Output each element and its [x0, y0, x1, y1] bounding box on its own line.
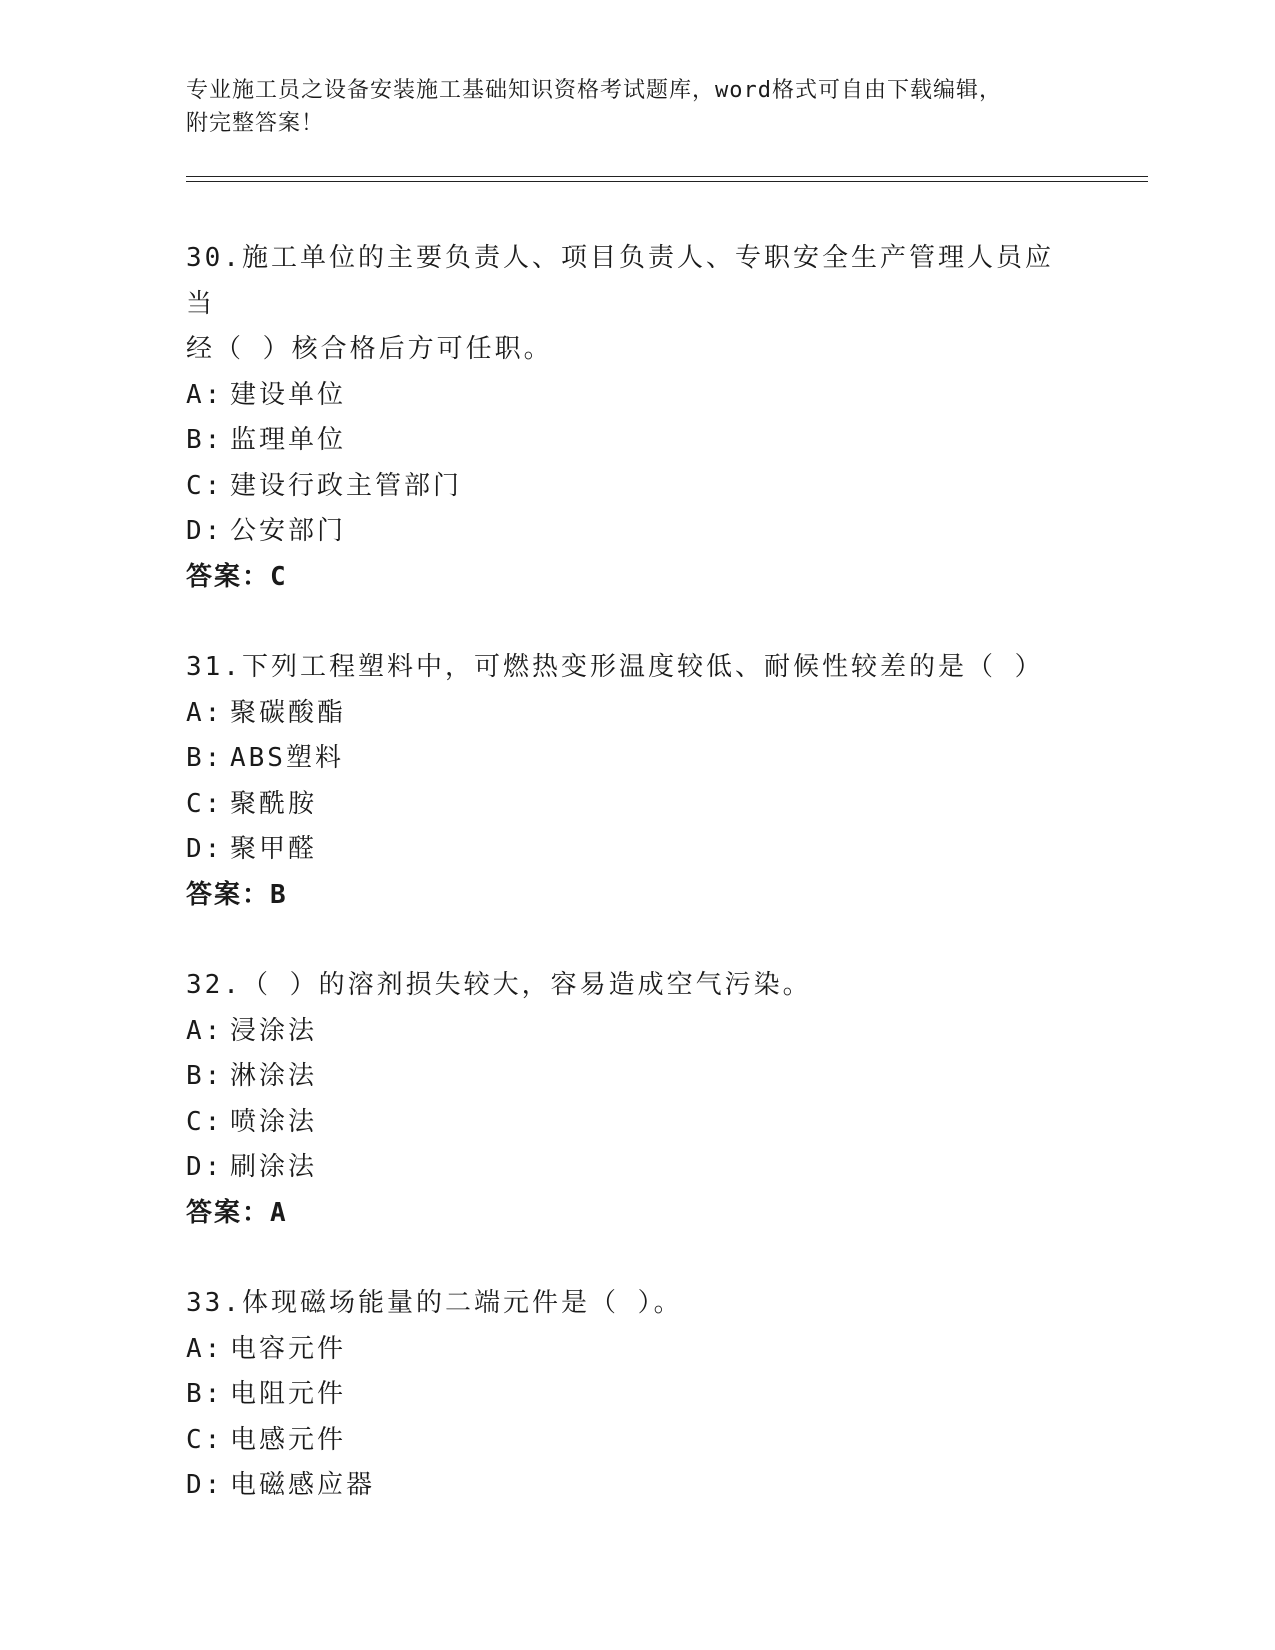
option-d — [186, 827, 1086, 873]
option-text: ABS塑料 — [230, 743, 344, 773]
option-a — [186, 1009, 1086, 1055]
option-text: 聚酰胺 — [230, 788, 318, 819]
question-stem: 33.体现磁场能量的二端元件是（ ）。 — [186, 1288, 683, 1318]
option-letter: D: — [186, 1152, 224, 1182]
option-letter: A: — [186, 1015, 224, 1046]
option-text: 淋涂法 — [230, 1061, 318, 1091]
option-text: 建设单位 — [230, 379, 347, 410]
option-letter: C: — [186, 1424, 224, 1455]
question-30 — [186, 236, 1086, 600]
answer-line: 答案：C — [186, 561, 288, 592]
option-letter: D: — [186, 834, 224, 864]
option-text: 电阻元件 — [230, 1379, 347, 1409]
option-a — [186, 373, 1086, 419]
question-32 — [186, 963, 1086, 1236]
option-letter: A: — [186, 1333, 224, 1364]
option-letter: C: — [186, 788, 224, 819]
option-letter: B: — [186, 1061, 224, 1091]
question-stem: 31.下列工程塑料中，可燃热变形温度较低、耐候性较差的是（ ） — [186, 652, 1044, 682]
option-text: 电感元件 — [230, 1424, 347, 1455]
header-divider-bottom — [186, 181, 1148, 182]
header-line-2: 附完整答案！ — [186, 111, 325, 136]
option-text: 刷涂法 — [230, 1152, 318, 1182]
document-header — [186, 74, 1086, 140]
option-d — [186, 1463, 1086, 1509]
option-c — [186, 464, 1086, 510]
question-stem: 30.施工单位的主要负责人、项目负责人、专职安全生产管理人员应当 — [186, 243, 1054, 319]
header-line-1: 专业施工员之设备安装施工基础知识资格考试题库，word格式可自由下载编辑， — [186, 78, 1002, 103]
answer-line: 答案：A — [186, 1197, 288, 1228]
option-c — [186, 1418, 1086, 1464]
option-text: 喷涂法 — [230, 1106, 318, 1137]
option-b — [186, 1054, 1086, 1100]
option-letter: B: — [186, 743, 224, 773]
option-text: 公安部门 — [230, 516, 347, 546]
option-letter: C: — [186, 1106, 224, 1137]
answer-line: 答案：B — [186, 879, 288, 910]
option-text: 聚甲醛 — [230, 834, 318, 864]
option-a — [186, 691, 1086, 737]
option-letter: B: — [186, 425, 224, 455]
option-b — [186, 736, 1086, 782]
option-b — [186, 1372, 1086, 1418]
option-letter: A: — [186, 697, 224, 728]
option-letter: D: — [186, 516, 224, 546]
option-text: 电磁感应器 — [230, 1470, 376, 1500]
question-31 — [186, 645, 1086, 918]
option-a — [186, 1327, 1086, 1373]
option-letter: D: — [186, 1470, 224, 1500]
option-b — [186, 418, 1086, 464]
question-33 — [186, 1281, 1086, 1509]
option-letter: C: — [186, 470, 224, 501]
option-letter: B: — [186, 1379, 224, 1409]
option-c — [186, 782, 1086, 828]
option-text: 聚碳酸酯 — [230, 697, 347, 728]
header-divider-top — [186, 176, 1148, 177]
question-list — [186, 236, 1086, 1554]
option-d — [186, 1145, 1086, 1191]
option-text: 监理单位 — [230, 425, 347, 455]
option-text: 电容元件 — [230, 1333, 347, 1364]
question-stem: 32.（ ）的溶剂损失较大，容易造成空气污染。 — [186, 970, 812, 1000]
option-letter: A: — [186, 379, 224, 410]
option-text: 建设行政主管部门 — [230, 470, 463, 501]
option-d — [186, 509, 1086, 555]
option-c — [186, 1100, 1086, 1146]
option-text: 浸涂法 — [230, 1015, 318, 1046]
question-stem-continued: 经（ ）核合格后方可任职。 — [186, 334, 553, 364]
